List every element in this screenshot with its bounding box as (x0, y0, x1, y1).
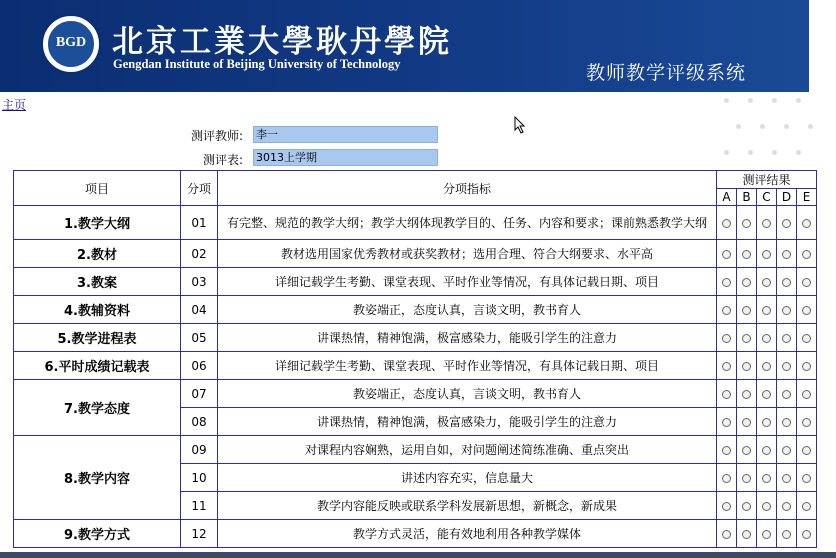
grade-radio-a[interactable] (722, 530, 731, 539)
grade-radio-a[interactable] (722, 334, 731, 343)
item-indicator: 详细记载学生考勤、课堂表现、平时作业等情况，有具体记载日期、项目 (218, 352, 717, 380)
item-name: 5.教学进程表 (14, 324, 181, 352)
grade-radio-e[interactable] (802, 362, 811, 371)
grade-radio-d[interactable] (782, 474, 791, 483)
teacher-field[interactable]: 李一 (253, 126, 438, 143)
grade-radio-e[interactable] (802, 446, 811, 455)
grade-radio-a[interactable] (722, 502, 731, 511)
grade-radio-a[interactable] (722, 390, 731, 399)
item-name: 3.教案 (14, 268, 181, 296)
grade-radio-e[interactable] (802, 219, 811, 228)
grade-radio-c[interactable] (762, 362, 771, 371)
grade-radio-b[interactable] (742, 219, 751, 228)
item-indicator: 教学方式灵活，能有效地利用各种教学媒体 (218, 520, 717, 548)
grade-radio-e[interactable] (802, 502, 811, 511)
grade-radio-d[interactable] (782, 250, 791, 259)
grade-radio-b[interactable] (742, 306, 751, 315)
grade-radio-a[interactable] (722, 474, 731, 483)
item-code: 10 (181, 464, 218, 492)
item-indicator: 教材选用国家优秀教材或获奖教材；选用合理、符合大纲要求、水平高 (218, 240, 717, 268)
table-row (14, 436, 817, 464)
item-code: 02 (181, 240, 218, 268)
item-indicator: 教姿端正，态度认真，言谈文明，教书育人 (218, 380, 717, 408)
item-code: 04 (181, 296, 218, 324)
item-name: 7.教学态度 (14, 380, 181, 436)
grade-radio-c[interactable] (762, 474, 771, 483)
sheet-field[interactable]: 3013上学期 (253, 149, 438, 166)
school-name-cn: 北京工業大學耿丹學院 (112, 24, 452, 60)
grade-radio-b[interactable] (742, 418, 751, 427)
grade-radio-b[interactable] (742, 446, 751, 455)
grade-radio-a[interactable] (722, 446, 731, 455)
grade-radio-c[interactable] (762, 502, 771, 511)
table-row (14, 240, 817, 268)
item-code: 07 (181, 380, 218, 408)
grade-radio-c[interactable] (762, 418, 771, 427)
school-name-en: Gengdan Institute of Beijing University of Technology (113, 57, 401, 71)
grade-radio-d[interactable] (782, 278, 791, 287)
grade-radio-d[interactable] (782, 334, 791, 343)
table-row (14, 352, 817, 380)
grade-radio-d[interactable] (782, 502, 791, 511)
item-code: 12 (181, 520, 218, 548)
item-indicator: 详细记载学生考勤、课堂表现、平时作业等情况，有具体记载日期、项目 (218, 268, 717, 296)
grade-radio-c[interactable] (762, 278, 771, 287)
header-sub: 分项 (181, 171, 218, 206)
grade-radio-a[interactable] (722, 362, 731, 371)
grade-radio-c[interactable] (762, 250, 771, 259)
grade-radio-b[interactable] (742, 334, 751, 343)
grade-radio-d[interactable] (782, 446, 791, 455)
grade-radio-d[interactable] (782, 390, 791, 399)
grade-radio-d[interactable] (782, 418, 791, 427)
item-code: 09 (181, 436, 218, 464)
header-indicator: 分项指标 (218, 171, 717, 206)
item-name: 6.平时成绩记载表 (14, 352, 181, 380)
item-code: 08 (181, 408, 218, 436)
grade-header-e: E (797, 189, 817, 206)
grade-radio-d[interactable] (782, 306, 791, 315)
header-item: 项目 (14, 171, 181, 206)
item-indicator: 讲课热情，精神饱满，极富感染力，能吸引学生的注意力 (218, 324, 717, 352)
grade-radio-c[interactable] (762, 390, 771, 399)
grade-radio-b[interactable] (742, 278, 751, 287)
table-row (14, 206, 817, 240)
grade-header-d: D (777, 189, 797, 206)
table-row (14, 268, 817, 296)
header-banner (0, 0, 809, 92)
grade-radio-a[interactable] (722, 306, 731, 315)
grade-radio-e[interactable] (802, 278, 811, 287)
grade-radio-c[interactable] (762, 306, 771, 315)
item-indicator: 教姿端正，态度认真，言谈文明，教书育人 (218, 296, 717, 324)
grade-radio-e[interactable] (802, 306, 811, 315)
system-title: 教师教学评级系统 (586, 62, 747, 84)
grade-radio-d[interactable] (782, 530, 791, 539)
grade-radio-b[interactable] (742, 502, 751, 511)
grade-radio-c[interactable] (762, 446, 771, 455)
logo-text: BGD (55, 35, 87, 50)
grade-radio-a[interactable] (722, 219, 731, 228)
item-code: 01 (181, 206, 218, 240)
home-link[interactable]: 主页 (2, 98, 27, 112)
table-row (14, 380, 817, 408)
grade-radio-a[interactable] (722, 418, 731, 427)
grade-radio-e[interactable] (802, 474, 811, 483)
grade-radio-c[interactable] (762, 334, 771, 343)
evaluation-table (13, 170, 817, 548)
grade-radio-e[interactable] (802, 250, 811, 259)
teacher-label: 测评教师: (191, 129, 244, 143)
item-code: 11 (181, 492, 218, 520)
item-indicator: 讲课热情，精神饱满，极富感染力，能吸引学生的注意力 (218, 408, 717, 436)
sheet-label: 测评表: (203, 153, 244, 167)
grade-radio-b[interactable] (742, 530, 751, 539)
grade-radio-d[interactable] (782, 219, 791, 228)
table-row (14, 296, 817, 324)
grade-header-a: A (717, 189, 737, 206)
school-emblem-icon (40, 13, 102, 75)
grade-radio-a[interactable] (722, 278, 731, 287)
item-code: 06 (181, 352, 218, 380)
mouse-cursor-icon (514, 116, 526, 134)
grade-radio-b[interactable] (742, 362, 751, 371)
item-indicator: 讲述内容充实，信息量大 (218, 464, 717, 492)
item-name: 1.教学大纲 (14, 206, 181, 240)
table-row (14, 520, 817, 548)
grade-radio-b[interactable] (742, 250, 751, 259)
item-indicator: 教学内容能反映或联系学科发展新思想，新概念，新成果 (218, 492, 717, 520)
item-name: 2.教材 (14, 240, 181, 268)
grade-header-b: B (737, 189, 757, 206)
grade-radio-b[interactable] (742, 390, 751, 399)
header-result: 测评结果 (717, 171, 817, 189)
grade-radio-c[interactable] (762, 219, 771, 228)
item-indicator: 有完整、规范的教学大纲；教学大纲体现教学目的、任务、内容和要求；课前熟悉教学大纲 (218, 206, 717, 240)
grade-radio-e[interactable] (802, 390, 811, 399)
grade-header-c: C (757, 189, 777, 206)
grade-radio-a[interactable] (722, 250, 731, 259)
item-code: 05 (181, 324, 218, 352)
grade-radio-e[interactable] (802, 530, 811, 539)
grade-radio-c[interactable] (762, 530, 771, 539)
grade-radio-e[interactable] (802, 418, 811, 427)
item-indicator: 对课程内容娴熟，运用自如，对问题阐述简练准确、重点突出 (218, 436, 717, 464)
grade-radio-b[interactable] (742, 474, 751, 483)
item-name: 4.教辅资料 (14, 296, 181, 324)
item-name: 8.教学内容 (14, 436, 181, 520)
table-row (14, 324, 817, 352)
grade-radio-d[interactable] (782, 362, 791, 371)
item-code: 03 (181, 268, 218, 296)
grade-radio-e[interactable] (802, 334, 811, 343)
item-name: 9.教学方式 (14, 520, 181, 548)
window-bottom-bar (0, 552, 836, 558)
